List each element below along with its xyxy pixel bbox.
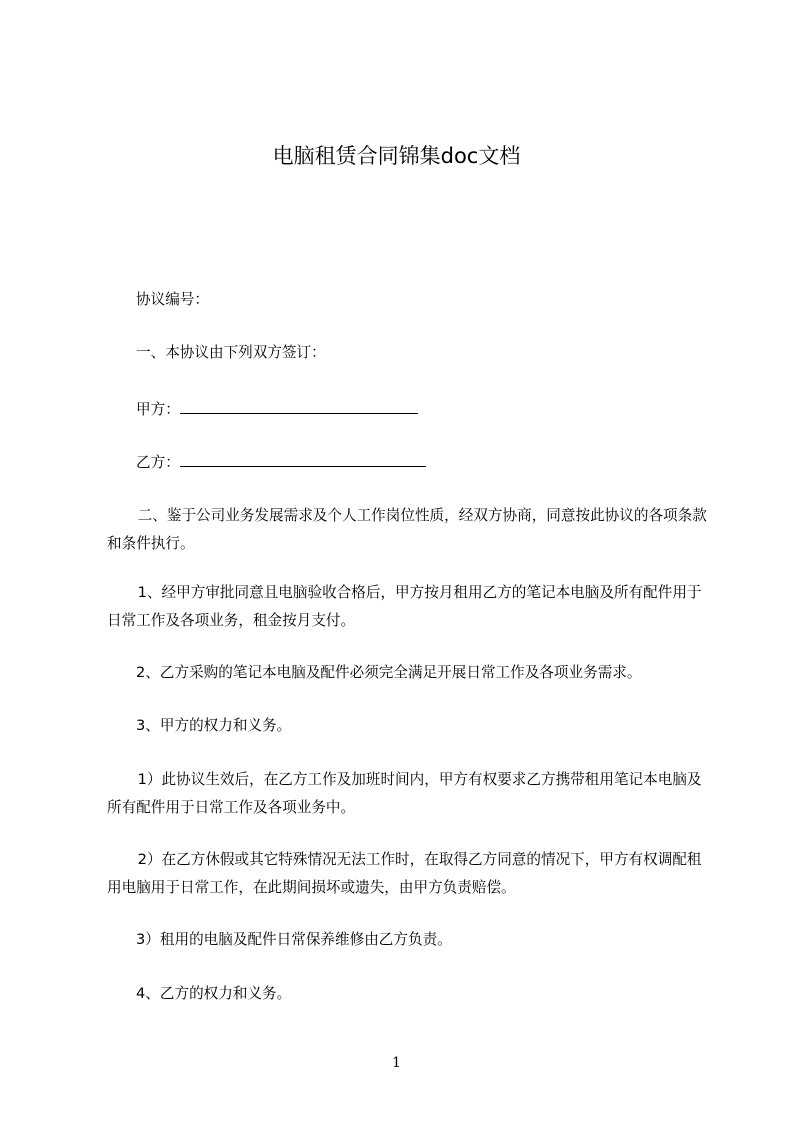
page-number: 1 [392, 1055, 401, 1071]
item-3-3-paragraph: 3）租用的电脑及配件日常保养维修由乙方负责。 [136, 931, 452, 948]
item-1-paragraph: 1、经甲方审批同意且电脑验收合格后，甲方按月租用乙方的笔记本电脑及所有配件用于日常工作及各项业务，租金按月支付。 [107, 584, 702, 629]
item-2-paragraph: 2、乙方采购的笔记本电脑及配件必须完全满足开展日常工作及各项业务需求。 [136, 664, 642, 681]
item-4-heading: 4、乙方的权力和义务。 [136, 985, 292, 1002]
party-a-blank [180, 399, 418, 414]
agreement-number-label: 协议编号： [136, 291, 209, 308]
party-a-label: 甲方： [136, 401, 180, 418]
document-title: 电脑租赁合同锦集doc文档 [272, 144, 521, 168]
item-3-heading: 3、甲方的权力和义务。 [136, 717, 292, 734]
section-1-heading: 一、本协议由下列双方签订： [136, 344, 326, 361]
section-2-paragraph: 二、鉴于公司业务发展需求及个人工作岗位性质，经双方协商，同意按此协议的各项条款和条件执行。 [107, 507, 707, 552]
party-b-line [136, 452, 426, 473]
party-a-line [136, 399, 418, 420]
party-b-blank [180, 452, 426, 467]
party-b-label: 乙方： [136, 454, 180, 471]
item-3-2-paragraph: 2）在乙方休假或其它特殊情况无法工作时，在取得乙方同意的情况下，甲方有权调配租用电脑用于日常工作，在此期间损坏或遗失，由甲方负责赔偿。 [107, 851, 702, 896]
item-3-1-paragraph: 1）此协议生效后，在乙方工作及加班时间内，甲方有权要求乙方携带租用笔记本电脑及所有配件用于日常工作及各项业务中。 [107, 771, 702, 816]
